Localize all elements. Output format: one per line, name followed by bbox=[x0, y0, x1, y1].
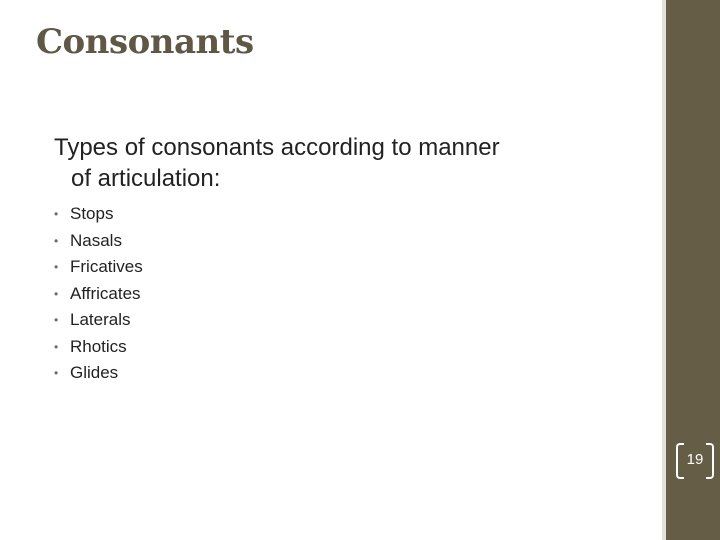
bullet-list bbox=[54, 201, 143, 387]
page-number: 19 bbox=[686, 451, 704, 468]
list-item bbox=[54, 281, 143, 308]
list-item bbox=[54, 360, 143, 387]
bullet-icon: • bbox=[54, 313, 59, 327]
list-item bbox=[54, 334, 143, 361]
list-item-label: Rhotics bbox=[70, 336, 127, 356]
bullet-icon: • bbox=[54, 339, 59, 354]
list-item-label: Laterals bbox=[70, 310, 131, 329]
intro-line-1: Types of consonants according to manner bbox=[54, 134, 500, 161]
intro-text bbox=[54, 132, 624, 194]
list-item-label: Stops bbox=[70, 204, 114, 223]
list-item-label: Affricates bbox=[70, 283, 141, 303]
slide-title: Consonants bbox=[36, 22, 254, 62]
list-item-label: Nasals bbox=[70, 230, 122, 250]
bullet-icon: • bbox=[54, 233, 59, 248]
list-item bbox=[54, 201, 143, 228]
list-item-label: Fricatives bbox=[70, 257, 143, 276]
bullet-icon: • bbox=[54, 366, 59, 380]
bullet-icon: • bbox=[54, 260, 59, 274]
list-item bbox=[54, 228, 143, 255]
bullet-icon: • bbox=[54, 286, 59, 301]
list-item bbox=[54, 307, 143, 334]
list-item-label: Glides bbox=[70, 363, 119, 382]
page-number-frame bbox=[676, 443, 714, 477]
intro-line-2: of articulation: bbox=[71, 165, 221, 192]
bullet-icon: • bbox=[54, 207, 59, 221]
list-item bbox=[54, 254, 143, 281]
